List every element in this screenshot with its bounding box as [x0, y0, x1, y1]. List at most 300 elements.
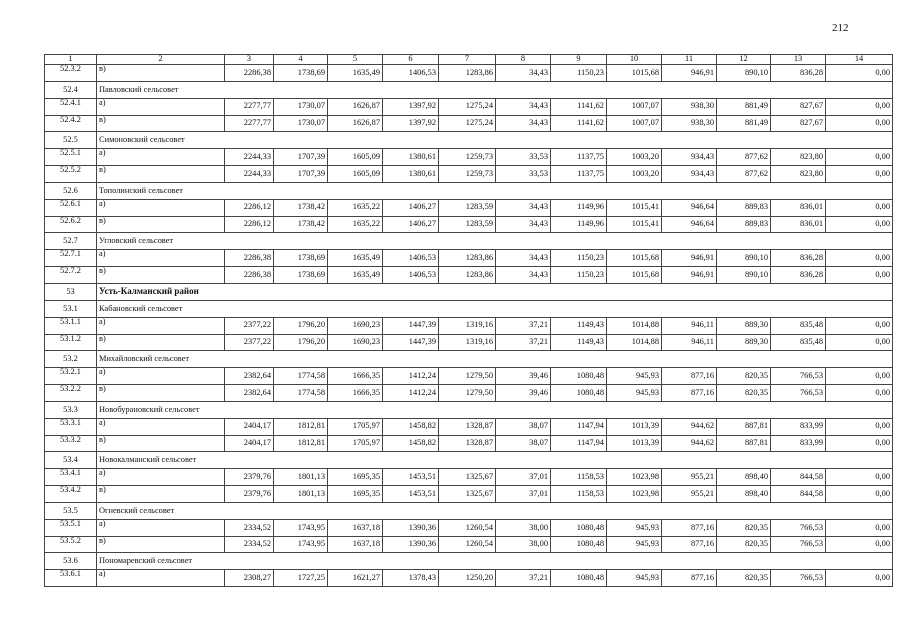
row-variant: а) — [97, 199, 225, 216]
settlement-row — [45, 132, 893, 149]
value-cell: 1605,09 — [328, 166, 383, 183]
value-cell: 1635,49 — [328, 267, 383, 284]
value-cell: 1635,22 — [328, 216, 383, 233]
value-cell: 1319,16 — [439, 317, 496, 334]
value-cell: 34,43 — [496, 65, 551, 82]
settlement-row — [45, 182, 893, 199]
value-cell: 0,00 — [826, 570, 893, 587]
value-cell: 0,00 — [826, 216, 893, 233]
value-cell: 766,53 — [771, 385, 826, 402]
section-code: 53.2 — [45, 351, 97, 368]
table-row — [45, 149, 893, 166]
value-cell: 1666,35 — [328, 368, 383, 385]
value-cell: 1014,88 — [607, 317, 662, 334]
value-cell: 889,83 — [717, 216, 771, 233]
section-code: 53.4 — [45, 452, 97, 469]
value-cell: 820,35 — [717, 368, 771, 385]
value-cell: 1259,73 — [439, 149, 496, 166]
value-cell: 820,35 — [717, 570, 771, 587]
value-cell: 0,00 — [826, 166, 893, 183]
row-code: 53.2.1 — [45, 368, 97, 385]
value-cell: 34,43 — [496, 98, 551, 115]
value-cell: 1279,50 — [439, 385, 496, 402]
value-cell: 1149,96 — [551, 216, 607, 233]
value-cell: 39,46 — [496, 385, 551, 402]
value-cell: 1150,23 — [551, 65, 607, 82]
value-cell: 2382,64 — [225, 368, 274, 385]
table-row — [45, 115, 893, 132]
value-cell: 2404,17 — [225, 418, 274, 435]
value-cell: 1380,61 — [383, 149, 439, 166]
value-cell: 34,43 — [496, 267, 551, 284]
row-variant: в) — [97, 166, 225, 183]
value-cell: 1406,53 — [383, 65, 439, 82]
value-cell: 1158,53 — [551, 469, 607, 486]
value-cell: 955,21 — [662, 486, 717, 503]
row-code: 53.3.1 — [45, 418, 97, 435]
value-cell: 944,62 — [662, 435, 717, 452]
row-code: 53.4.2 — [45, 486, 97, 503]
value-cell: 1147,94 — [551, 418, 607, 435]
value-cell: 836,28 — [771, 250, 826, 267]
value-cell: 1260,54 — [439, 519, 496, 536]
row-variant: а) — [97, 149, 225, 166]
value-cell: 34,43 — [496, 115, 551, 132]
column-number: 6 — [383, 55, 439, 65]
value-cell: 836,28 — [771, 267, 826, 284]
value-cell: 0,00 — [826, 250, 893, 267]
row-code: 52.3.2 — [45, 65, 97, 82]
value-cell: 1738,42 — [274, 216, 328, 233]
value-cell: 1283,59 — [439, 199, 496, 216]
settlement-name: Новобурановский сельсовет — [97, 401, 893, 418]
table-row — [45, 385, 893, 402]
value-cell: 827,67 — [771, 98, 826, 115]
table-row — [45, 216, 893, 233]
value-cell: 39,46 — [496, 368, 551, 385]
value-cell: 889,30 — [717, 334, 771, 351]
value-cell: 2277,77 — [225, 115, 274, 132]
value-cell: 1319,16 — [439, 334, 496, 351]
section-code: 53.5 — [45, 502, 97, 519]
value-cell: 1150,23 — [551, 250, 607, 267]
value-cell: 1774,58 — [274, 385, 328, 402]
column-number: 3 — [225, 55, 274, 65]
value-cell: 1635,22 — [328, 199, 383, 216]
row-variant: а) — [97, 570, 225, 587]
value-cell: 1007,07 — [607, 115, 662, 132]
value-cell: 0,00 — [826, 385, 893, 402]
row-code: 53.4.1 — [45, 469, 97, 486]
value-cell: 1149,43 — [551, 317, 607, 334]
section-code: 53.1 — [45, 300, 97, 317]
value-cell: 37,01 — [496, 469, 551, 486]
table-row — [45, 317, 893, 334]
value-cell: 946,91 — [662, 250, 717, 267]
value-cell: 823,80 — [771, 166, 826, 183]
value-cell: 835,48 — [771, 317, 826, 334]
table-row — [45, 469, 893, 486]
value-cell: 0,00 — [826, 317, 893, 334]
value-cell: 946,11 — [662, 334, 717, 351]
value-cell: 877,16 — [662, 536, 717, 553]
value-cell: 2379,76 — [225, 486, 274, 503]
value-cell: 1447,39 — [383, 334, 439, 351]
column-number: 10 — [607, 55, 662, 65]
value-cell: 37,21 — [496, 334, 551, 351]
value-cell: 1380,61 — [383, 166, 439, 183]
value-cell: 833,99 — [771, 435, 826, 452]
value-cell: 1149,96 — [551, 199, 607, 216]
row-code: 53.2.2 — [45, 385, 97, 402]
value-cell: 37,21 — [496, 317, 551, 334]
value-cell: 2286,38 — [225, 250, 274, 267]
value-cell: 2404,17 — [225, 435, 274, 452]
value-cell: 0,00 — [826, 536, 893, 553]
value-cell: 944,62 — [662, 418, 717, 435]
value-cell: 38,07 — [496, 435, 551, 452]
value-cell: 1015,68 — [607, 65, 662, 82]
table-row — [45, 334, 893, 351]
row-variant: в) — [97, 385, 225, 402]
settlement-name: Тополинский сельсовет — [97, 182, 893, 199]
value-cell: 2334,52 — [225, 536, 274, 553]
value-cell: 0,00 — [826, 267, 893, 284]
value-cell: 1015,41 — [607, 216, 662, 233]
column-number: 11 — [662, 55, 717, 65]
settlement-name: Кабановский сельсовет — [97, 300, 893, 317]
value-cell: 1453,51 — [383, 469, 439, 486]
value-cell: 1275,24 — [439, 98, 496, 115]
value-cell: 890,10 — [717, 250, 771, 267]
value-cell: 37,01 — [496, 486, 551, 503]
row-code: 52.6.2 — [45, 216, 97, 233]
row-code: 52.5.2 — [45, 166, 97, 183]
value-cell: 877,16 — [662, 519, 717, 536]
table-row — [45, 199, 893, 216]
row-code: 53.5.1 — [45, 519, 97, 536]
settlement-row — [45, 401, 893, 418]
value-cell: 946,91 — [662, 65, 717, 82]
value-cell: 0,00 — [826, 519, 893, 536]
value-cell: 1015,68 — [607, 267, 662, 284]
table-row — [45, 166, 893, 183]
value-cell: 0,00 — [826, 65, 893, 82]
value-cell: 889,83 — [717, 199, 771, 216]
table-row — [45, 98, 893, 115]
value-cell: 946,64 — [662, 216, 717, 233]
value-cell: 766,53 — [771, 519, 826, 536]
value-cell: 1080,48 — [551, 536, 607, 553]
value-cell: 1796,20 — [274, 334, 328, 351]
row-code: 52.4.2 — [45, 115, 97, 132]
value-cell: 33,53 — [496, 166, 551, 183]
table-row — [45, 486, 893, 503]
value-cell: 1458,82 — [383, 435, 439, 452]
value-cell: 881,49 — [717, 115, 771, 132]
value-cell: 1014,88 — [607, 334, 662, 351]
value-cell: 877,16 — [662, 385, 717, 402]
section-code: 53.3 — [45, 401, 97, 418]
value-cell: 37,21 — [496, 570, 551, 587]
row-variant: а) — [97, 317, 225, 334]
table-body — [45, 65, 893, 587]
value-cell: 34,43 — [496, 216, 551, 233]
table-row — [45, 519, 893, 536]
value-cell: 2286,38 — [225, 267, 274, 284]
value-cell: 877,16 — [662, 570, 717, 587]
value-cell: 38,00 — [496, 519, 551, 536]
value-cell: 766,53 — [771, 536, 826, 553]
value-cell: 934,43 — [662, 149, 717, 166]
value-cell: 1147,94 — [551, 435, 607, 452]
value-cell: 1397,92 — [383, 115, 439, 132]
value-cell: 1690,23 — [328, 334, 383, 351]
value-cell: 1080,48 — [551, 385, 607, 402]
value-cell: 1013,39 — [607, 418, 662, 435]
value-cell: 835,48 — [771, 334, 826, 351]
value-cell: 1150,23 — [551, 267, 607, 284]
value-cell: 1705,97 — [328, 418, 383, 435]
value-cell: 890,10 — [717, 65, 771, 82]
value-cell: 1023,98 — [607, 469, 662, 486]
settlement-row — [45, 300, 893, 317]
settlement-row — [45, 452, 893, 469]
value-cell: 1406,53 — [383, 250, 439, 267]
table-row — [45, 570, 893, 587]
row-code: 53.3.2 — [45, 435, 97, 452]
value-cell: 1605,09 — [328, 149, 383, 166]
value-cell: 1080,48 — [551, 368, 607, 385]
row-variant: а) — [97, 418, 225, 435]
value-cell: 820,35 — [717, 519, 771, 536]
row-variant: а) — [97, 250, 225, 267]
value-cell: 1406,27 — [383, 216, 439, 233]
row-code: 53.5.2 — [45, 536, 97, 553]
value-cell: 877,62 — [717, 166, 771, 183]
settlement-name: Пономаревский сельсовет — [97, 553, 893, 570]
value-cell: 1637,18 — [328, 536, 383, 553]
value-cell: 2377,22 — [225, 334, 274, 351]
column-number: 8 — [496, 55, 551, 65]
value-cell: 33,53 — [496, 149, 551, 166]
row-code: 52.4.1 — [45, 98, 97, 115]
value-cell: 34,43 — [496, 250, 551, 267]
value-cell: 1406,27 — [383, 199, 439, 216]
value-cell: 1013,39 — [607, 435, 662, 452]
value-cell: 1412,24 — [383, 385, 439, 402]
row-variant: в) — [97, 334, 225, 351]
settlement-name: Новокалманский сельсовет — [97, 452, 893, 469]
settlement-name: Михайловский сельсовет — [97, 351, 893, 368]
value-cell: 1023,98 — [607, 486, 662, 503]
value-cell: 2308,27 — [225, 570, 274, 587]
value-cell: 2334,52 — [225, 519, 274, 536]
value-cell: 1406,53 — [383, 267, 439, 284]
value-cell: 1738,69 — [274, 267, 328, 284]
value-cell: 934,43 — [662, 166, 717, 183]
value-cell: 1738,42 — [274, 199, 328, 216]
value-cell: 1626,87 — [328, 115, 383, 132]
district-row — [45, 283, 893, 300]
column-number: 2 — [97, 55, 225, 65]
value-cell: 1738,69 — [274, 65, 328, 82]
value-cell: 2382,64 — [225, 385, 274, 402]
value-cell: 1695,35 — [328, 469, 383, 486]
settlement-row — [45, 81, 893, 98]
column-number: 1 — [45, 55, 97, 65]
value-cell: 1397,92 — [383, 98, 439, 115]
value-cell: 887,81 — [717, 435, 771, 452]
value-cell: 881,49 — [717, 98, 771, 115]
value-cell: 1707,39 — [274, 166, 328, 183]
value-cell: 0,00 — [826, 115, 893, 132]
value-cell: 1325,67 — [439, 469, 496, 486]
value-cell: 1458,82 — [383, 418, 439, 435]
row-variant: а) — [97, 469, 225, 486]
value-cell: 1080,48 — [551, 570, 607, 587]
value-cell: 836,28 — [771, 65, 826, 82]
value-cell: 0,00 — [826, 199, 893, 216]
value-cell: 1378,43 — [383, 570, 439, 587]
section-code: 53 — [45, 283, 97, 300]
value-cell: 945,93 — [607, 368, 662, 385]
settlement-row — [45, 351, 893, 368]
value-cell: 1637,18 — [328, 519, 383, 536]
row-variant: в) — [97, 267, 225, 284]
value-cell: 1707,39 — [274, 149, 328, 166]
value-cell: 820,35 — [717, 385, 771, 402]
value-cell: 1738,69 — [274, 250, 328, 267]
value-cell: 889,30 — [717, 317, 771, 334]
value-cell: 1007,07 — [607, 98, 662, 115]
settlement-name: Угловский сельсовет — [97, 233, 893, 250]
section-code: 52.4 — [45, 81, 97, 98]
value-cell: 1003,20 — [607, 166, 662, 183]
value-cell: 890,10 — [717, 267, 771, 284]
value-cell: 1015,68 — [607, 250, 662, 267]
tariff-table — [44, 54, 893, 587]
value-cell: 0,00 — [826, 469, 893, 486]
section-code: 53.6 — [45, 553, 97, 570]
value-cell: 938,30 — [662, 98, 717, 115]
value-cell: 1666,35 — [328, 385, 383, 402]
value-cell: 1149,43 — [551, 334, 607, 351]
value-cell: 1279,50 — [439, 368, 496, 385]
section-code: 52.5 — [45, 132, 97, 149]
column-number: 13 — [771, 55, 826, 65]
value-cell: 38,07 — [496, 418, 551, 435]
value-cell: 887,81 — [717, 418, 771, 435]
value-cell: 1412,24 — [383, 368, 439, 385]
value-cell: 1796,20 — [274, 317, 328, 334]
column-number: 12 — [717, 55, 771, 65]
value-cell: 2244,33 — [225, 149, 274, 166]
value-cell: 945,93 — [607, 385, 662, 402]
value-cell: 0,00 — [826, 334, 893, 351]
value-cell: 836,01 — [771, 216, 826, 233]
page-number: 212 — [832, 22, 849, 34]
value-cell: 1626,87 — [328, 98, 383, 115]
value-cell: 1283,59 — [439, 216, 496, 233]
value-cell: 946,91 — [662, 267, 717, 284]
value-cell: 0,00 — [826, 149, 893, 166]
section-code: 52.7 — [45, 233, 97, 250]
table-row — [45, 435, 893, 452]
value-cell: 844,58 — [771, 486, 826, 503]
settlement-name: Симоновский сельсовет — [97, 132, 893, 149]
column-number: 4 — [274, 55, 328, 65]
value-cell: 823,80 — [771, 149, 826, 166]
value-cell: 836,01 — [771, 199, 826, 216]
value-cell: 877,62 — [717, 149, 771, 166]
column-number: 14 — [826, 55, 893, 65]
value-cell: 1801,13 — [274, 486, 328, 503]
value-cell: 2379,76 — [225, 469, 274, 486]
row-variant: в) — [97, 536, 225, 553]
row-variant: в) — [97, 115, 225, 132]
row-code: 53.6.1 — [45, 570, 97, 587]
value-cell: 1260,54 — [439, 536, 496, 553]
value-cell: 1743,95 — [274, 536, 328, 553]
value-cell: 1730,07 — [274, 98, 328, 115]
row-variant: в) — [97, 216, 225, 233]
value-cell: 766,53 — [771, 570, 826, 587]
table-row — [45, 418, 893, 435]
row-code: 52.7.2 — [45, 267, 97, 284]
row-variant: а) — [97, 519, 225, 536]
value-cell: 2277,77 — [225, 98, 274, 115]
row-code: 52.6.1 — [45, 199, 97, 216]
row-variant: в) — [97, 435, 225, 452]
value-cell: 1690,23 — [328, 317, 383, 334]
value-cell: 945,93 — [607, 536, 662, 553]
value-cell: 1621,27 — [328, 570, 383, 587]
value-cell: 1259,73 — [439, 166, 496, 183]
value-cell: 955,21 — [662, 469, 717, 486]
value-cell: 946,64 — [662, 199, 717, 216]
value-cell: 0,00 — [826, 486, 893, 503]
value-cell: 945,93 — [607, 570, 662, 587]
value-cell: 1141,62 — [551, 115, 607, 132]
value-cell: 1812,81 — [274, 435, 328, 452]
value-cell: 1275,24 — [439, 115, 496, 132]
value-cell: 1080,48 — [551, 519, 607, 536]
value-cell: 1283,86 — [439, 65, 496, 82]
table-row — [45, 536, 893, 553]
table-row — [45, 65, 893, 82]
value-cell: 2377,22 — [225, 317, 274, 334]
column-number-row — [45, 55, 893, 65]
value-cell: 1250,20 — [439, 570, 496, 587]
settlement-name: Огневский сельсовет — [97, 502, 893, 519]
value-cell: 1447,39 — [383, 317, 439, 334]
value-cell: 34,43 — [496, 199, 551, 216]
value-cell: 1727,25 — [274, 570, 328, 587]
value-cell: 898,40 — [717, 486, 771, 503]
value-cell: 1705,97 — [328, 435, 383, 452]
value-cell: 898,40 — [717, 469, 771, 486]
section-code: 52.6 — [45, 182, 97, 199]
value-cell: 827,67 — [771, 115, 826, 132]
row-variant: в) — [97, 65, 225, 82]
value-cell: 1390,36 — [383, 536, 439, 553]
column-number: 7 — [439, 55, 496, 65]
value-cell: 1390,36 — [383, 519, 439, 536]
value-cell: 2286,12 — [225, 216, 274, 233]
table-row — [45, 250, 893, 267]
table-row — [45, 368, 893, 385]
